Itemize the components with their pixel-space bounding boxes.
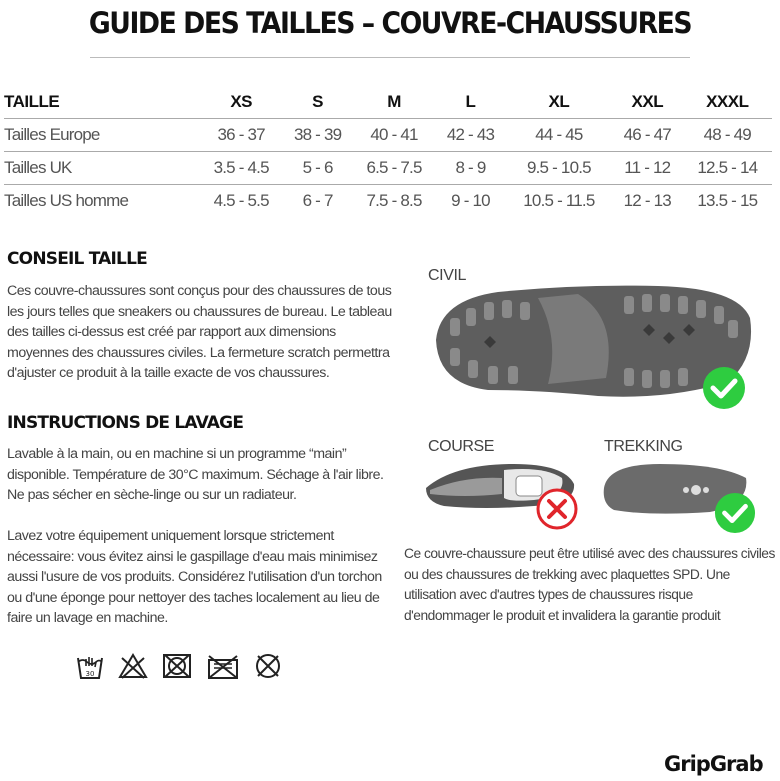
table-cell: 40 - 41 [353,119,435,152]
size-table [4,86,772,217]
civil-label: CIVIL [428,267,467,284]
table-cell: 9 - 10 [451,191,490,210]
lavage-text-2: Lavez votre équipement uniquement lorsque strictement nécessaire: vous évitez ainsi le gaspillage d'eau mais minimisez aussi l'usure de vos produits. Considérez l'utilisation d'un torchon ou d'une éponge pour nettoyer des taches localement au lieu de faire un lavage en machine. [7,528,382,626]
table-cell: 38 - 39 [282,119,353,152]
table-cell: 13.5 - 15 [697,191,758,210]
table-cell: 11 - 12 [612,152,683,185]
table-cell: 42 - 43 [435,119,506,152]
table-cell: 8 - 9 [435,152,506,185]
table-cell: 48 - 49 [683,119,772,152]
wash-temp: 30 [85,670,95,678]
size-m: M [353,86,435,119]
table-row [4,185,772,218]
table-cell: 36 - 37 [200,119,282,152]
size-xs: XS [200,86,282,119]
row-label: Tailles Europe [4,119,200,152]
lavage-text-1: Lavable à la main, ou en machine si un programme “main” disponible. Température de 30°C maximum. Séchage à l'air libre. Ne pas sécher en sèche-linge ou sur un radiateur. [7,446,384,503]
do-not-dry-clean-icon [254,652,282,680]
brand-logo: GripGrab [664,752,763,776]
do-not-bleach-icon [118,652,148,680]
size-xxl: XXL [612,86,683,119]
lavage-heading: INSTRUCTIONS DE LAVAGE [7,413,244,433]
do-not-tumble-dry-icon [162,652,192,680]
table-cell: 3.5 - 4.5 [200,152,282,185]
size-header-label: TAILLE [4,86,200,119]
table-row [4,119,772,152]
table-cell: 10.5 - 11.5 [523,191,595,210]
size-table-header [4,86,772,119]
size-xl: XL [506,86,612,119]
size-s: S [282,86,353,119]
table-cell: 9.5 - 10.5 [506,152,612,185]
check-icon [714,492,756,534]
page-title: GUIDE DES TAILLES – COUVRE-CHAUSSURES [88,6,692,40]
table-cell: 6 - 7 [302,191,333,210]
table-cell: 12.5 - 14 [683,152,772,185]
conseil-text: Ces couvre-chaussures sont conçus pour des chaussures de tous les jours telles que sneakers ou chaussures de bureau. Le tableau des tailles ci-dessus est créé par rapport aux dimensions moyennes des chaussures civiles. La fermeture scratch permettra d'ajuster ce produit à la taille exacte de vos chaussures. [7,283,392,381]
row-label: Tailles UK [4,152,200,185]
trekking-label: TREKKING [604,438,683,455]
size-xxxl: XXXL [683,86,772,119]
shoe-compat-caption: Ce couvre-chaussure peut être utilisé avec des chaussures civiles ou des chaussures de trekking avec plaquettes SPD. Une utilisation avec d'autres types de chaussures risque d'endommager le produit et invalidera la garantie produit [404,546,775,623]
course-label: COURSE [428,438,495,455]
check-icon [702,366,746,410]
table-cell: 12 - 13 [623,191,671,210]
table-cell: 7.5 - 8.5 [366,191,422,210]
table-cell: 6.5 - 7.5 [353,152,435,185]
table-cell: 46 - 47 [612,119,683,152]
table-cell: 44 - 45 [506,119,612,152]
conseil-heading: CONSEIL TAILLE [7,249,147,269]
hand-wash-30-icon [76,652,104,680]
do-not-dry-flat-icon [206,652,240,680]
title-divider [90,57,690,58]
table-cell: 4.5 - 5.5 [213,191,269,210]
table-row [4,152,772,185]
row-label: Tailles US homme [4,191,129,210]
cross-icon [536,488,578,530]
care-icons [76,652,282,680]
size-l: L [435,86,506,119]
table-cell: 5 - 6 [282,152,353,185]
